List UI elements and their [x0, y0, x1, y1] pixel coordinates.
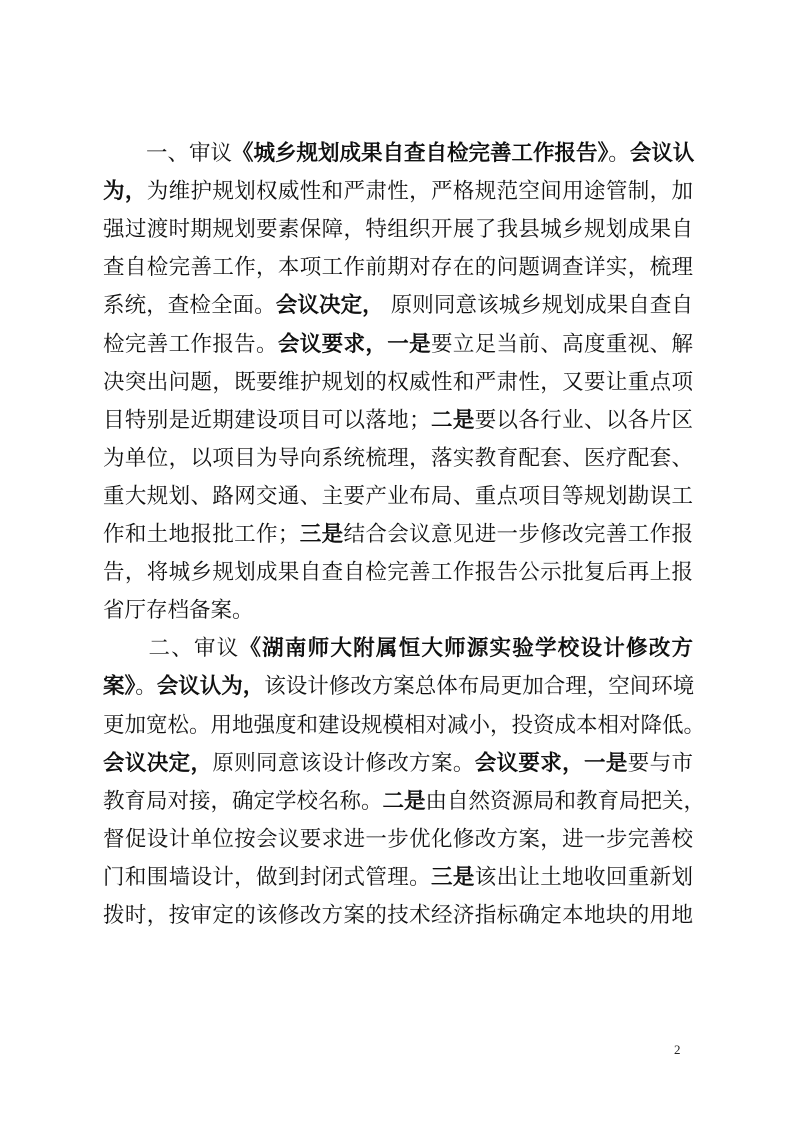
bold-text-run: 为， [103, 179, 147, 205]
bold-text-run: 《湖南师大附属恒大师源实验学校设计修改方 [239, 636, 693, 662]
bold-text-run: 三是 [299, 522, 344, 547]
bold-text-run: 《城乡规划成果自查自检完善工作报告》 [232, 141, 609, 166]
text-run [103, 636, 148, 661]
text-line [103, 333, 693, 357]
text-line [103, 294, 693, 318]
bold-text-run: 会议要求，一是 [474, 750, 628, 776]
bold-text-run: 二是 [430, 407, 475, 433]
text-line [103, 904, 693, 928]
text-run: 一、审议 [146, 141, 233, 166]
bold-text-run: 会议决定， [103, 750, 213, 776]
text-line [103, 561, 693, 585]
page-number: 2 [674, 1042, 681, 1057]
text-run: 检完善工作报告。 [103, 331, 278, 357]
text-run: 。 [608, 141, 630, 166]
text-run: 要以各行业、以各片区 [474, 407, 693, 433]
text-run: 查自检完善工作，本项工作前期对存在的问题调查详实，梳理 [103, 255, 693, 281]
bold-text-run: 会议认 [629, 141, 695, 166]
text-run: 督促设计单位按会议要求进一步优化修改方案，进一步完善校 [103, 826, 693, 852]
text-line [103, 447, 693, 471]
bold-text-run: 会议认为， [156, 674, 265, 700]
bold-text-run: 三是 [430, 864, 475, 890]
text-run [103, 141, 146, 166]
text-run: 重大规划、路网交通、主要产业布局、重点项目等规划勘误工 [103, 483, 693, 509]
text-line [103, 409, 693, 433]
text-line [103, 523, 693, 547]
text-run: 为单位，以项目为导向系统梳理，落实教育配套、医疗配套、 [103, 445, 693, 471]
text-line [103, 256, 693, 280]
text-run: 为维护规划权威性和严肃性，严格规范空间用途管制，加 [146, 179, 693, 205]
text-line [103, 828, 693, 852]
text-line [103, 637, 693, 661]
text-line [103, 142, 693, 166]
text-run: 系统，查检全面。 [103, 293, 276, 319]
text-run: 决突出问题，既要维护规划的权威性和严肃性，又要让重点项 [103, 369, 693, 395]
text-run: 教育局对接，确定学校名称。 [103, 788, 383, 814]
text-run: 目特别是近期建设项目可以落地； [103, 407, 431, 433]
text-run: 二、审议 [148, 636, 240, 662]
text-line [103, 180, 693, 204]
text-run: 该出让土地收回重新划 [474, 864, 693, 890]
text-line [103, 371, 693, 395]
text-run: 要立足当前、高度重视、解 [430, 331, 693, 357]
text-line [103, 599, 693, 623]
text-run: 结合会议意见进一步修改完善工作报 [343, 522, 693, 547]
text-run: 作和土地报批工作； [103, 522, 300, 547]
text-run: 原则同意该城乡规划成果自查自 [383, 293, 693, 319]
text-run: 该设计修改方案总体布局更加合理，空间环境 [264, 674, 695, 700]
bold-text-run: 会议要求，一是 [277, 331, 431, 357]
bold-text-run: 案》 [103, 674, 136, 700]
text-run: 门和围墙设计，做到封闭式管理。 [103, 864, 431, 890]
text-line [103, 788, 706, 814]
text-run: 更加宽松。用地强度和建设规模相对减小，投资成本相对降低。 [103, 712, 706, 738]
text-line [103, 866, 693, 890]
text-run: 省厅存档备案。 [103, 598, 254, 624]
text-line [103, 218, 693, 242]
text-run: 要与市 [627, 750, 693, 776]
text-line [103, 752, 693, 776]
text-run: 拨时，按审定的该修改方案的技术经济指标确定本地块的用地 [103, 903, 693, 928]
text-run: 原则同意该设计修改方案。 [212, 750, 475, 776]
bold-text-run: 会议决定， [275, 293, 384, 319]
text-line [103, 485, 693, 509]
bold-text-run: 二是 [382, 788, 426, 814]
text-line [103, 675, 693, 699]
text-run: 强过渡时期规划要素保障，特组织开展了我县城乡规划成果自 [103, 217, 693, 243]
text-run: 告，将城乡规划成果自查自检完善工作报告公示批复后再上报 [103, 560, 693, 586]
text-run: 由自然资源局和教育局把关， [425, 788, 706, 814]
text-run: 。 [135, 674, 157, 700]
text-line [103, 712, 706, 738]
